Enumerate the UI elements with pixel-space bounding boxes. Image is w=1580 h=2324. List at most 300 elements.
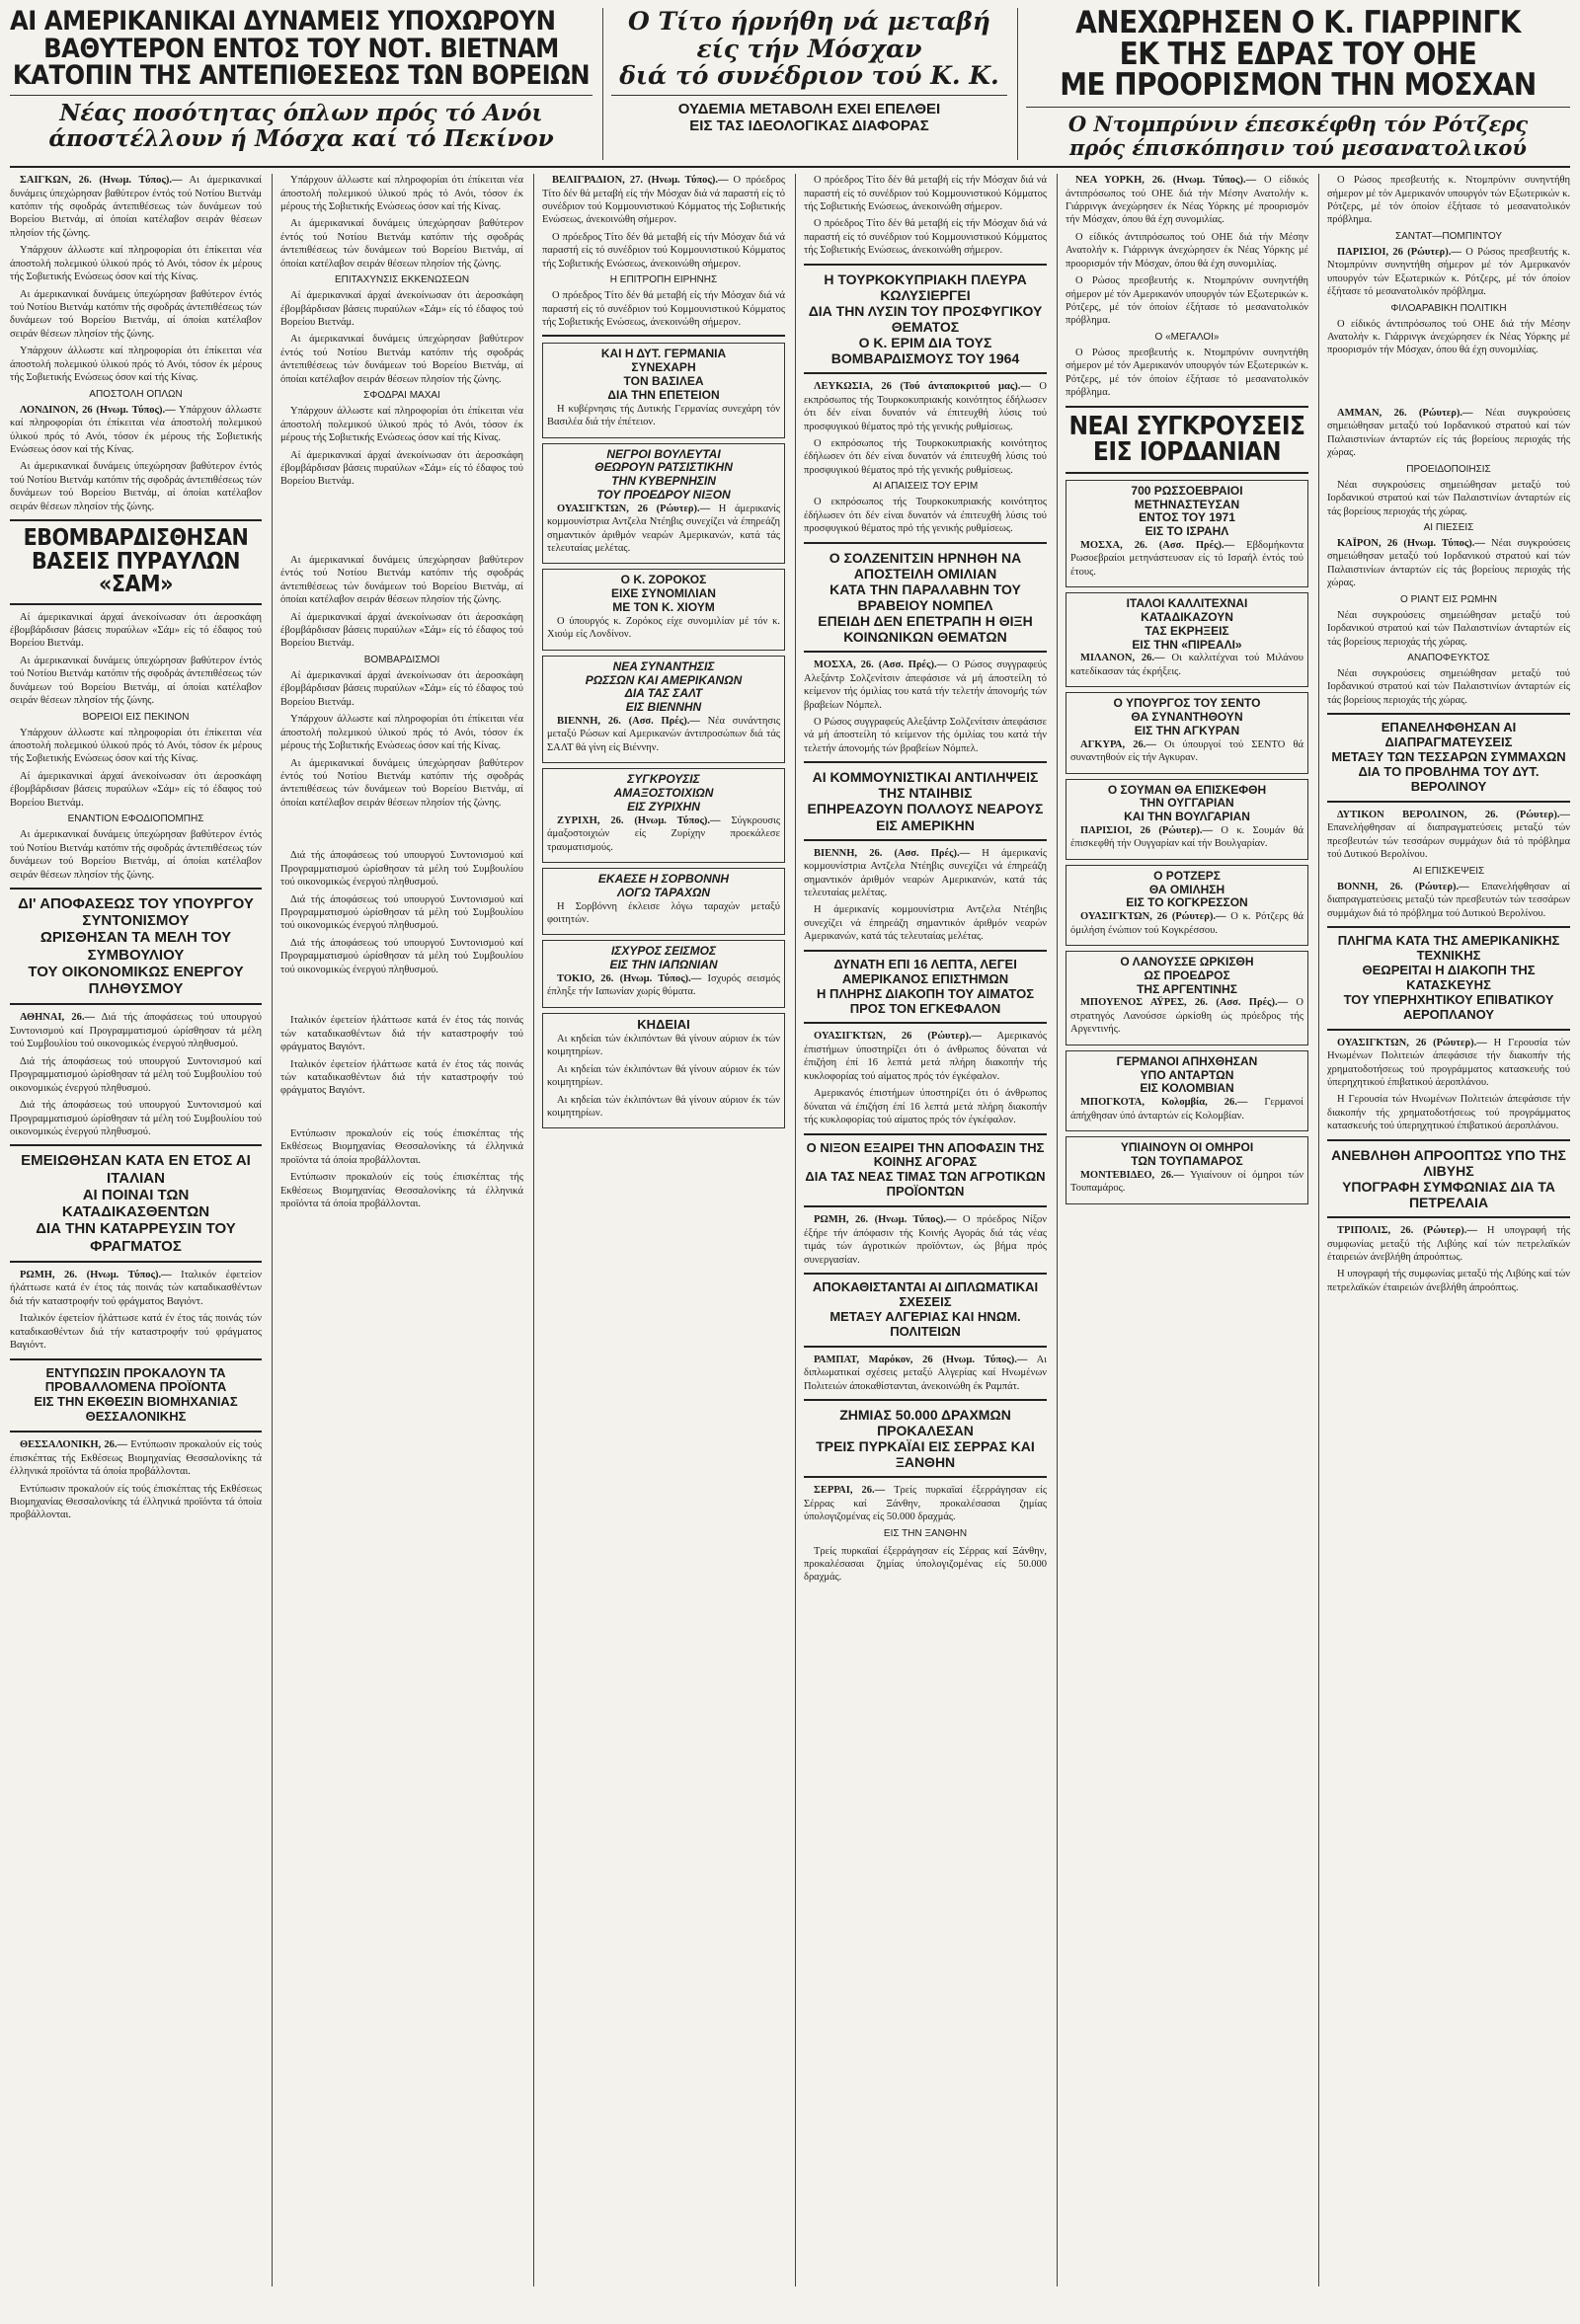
article-body — [1066, 174, 1308, 328]
brief-headline — [547, 873, 780, 900]
subhead-line: Ο Ντομπρύνιν έπεσκέφθη τόν Ρότζερς — [1067, 111, 1529, 136]
headline-line: ΜΕΤΗΝΑΣΤΕΥΣΑΝ — [1134, 497, 1240, 511]
article-text: Οι καλλιτέχναι τού Μιλάνου κατεδίκασαν τάς έκρήξεις. — [1070, 653, 1304, 677]
section-label: ΑΝΑΠΟΦΕΥΚΤΟΣ — [1407, 653, 1490, 664]
headline-line: ΕΙΣ ΒΙΕΝΝΗΝ — [625, 700, 702, 715]
headline-line: ΛΟΓΩ ΤΑΡΑΧΩΝ — [616, 885, 711, 899]
article-text: Υπάρχουν άλλωστε καί πληροφορίαι ότι έπίκειται νέα άποστολή πολεμικού ύλικού πρός τό Ανόι, τόσον έκ μέρους τής Σοβιετικής Ενώσεως όσον καί τής Κίνας. — [10, 404, 262, 455]
article-text: Αί άμερικανικαί άρχαί άνεκοίνωσαν ότι άεροσκάφη έβομβάρδισαν βάσεις πυραύλων «Σάμ» είς τό έδαφος τού Βορείου Βιετνάμ. — [280, 290, 523, 329]
section-label: Ο ΡΙΑΝΤ ΕΙΣ ΡΩΜΗΝ — [1400, 593, 1497, 605]
dateline: ΑΜΜΑΝ, 26. (Ρώυτερ).— — [1337, 407, 1473, 419]
headline-line: Ο ΡΟΤΖΕΡΣ — [1153, 868, 1221, 883]
article-text: Σύγκρουσις άμαξοστοιχιών είς Ζυρίχην προεκάλεσε τραυματισμούς. — [547, 814, 781, 853]
article-text: Ο ύπουργός κ. Ζορόκος είχε συνομιλίαν μέ τόν κ. Χιούμ είς Λονδίνον. — [547, 615, 780, 641]
article-text: Ο είδικός άντιπρόσωπος τού ΟΗΕ διά τήν Μέσην Ανατολήν κ. Γιάρρινγκ άνεχώρησεν έκ Νέας Υόρκης μέ προορισμόν τήν Μόσχαν, όπου θά έχη συνομιλίας. — [1066, 231, 1308, 270]
article-body — [10, 611, 262, 708]
article-text: Ιταλικόν έφετείον ήλάττωσε κατά έν έτος τάς ποινάς τών καταδικασθέντων διά τήν καταστροφήν τού φράγματος Βαγιόντ. — [10, 1313, 262, 1352]
headline-line: ΝΕΑ ΣΥΝΑΝΤΗΣΙΣ — [612, 658, 715, 673]
headline-line: ΘΕΩΡΕΙΤΑΙ Η ΔΙΑΚΟΠΗ ΤΗΣ ΚΑΤΑΣΚΕΥΗΣ — [1362, 962, 1536, 992]
dateline: ΑΘΗΝΑΙ, 26.— — [20, 1012, 95, 1024]
headline-line: ΤΟΝ ΒΑΣΙΛΕΑ — [623, 374, 704, 389]
article-text: Υπάρχουν άλλωστε καί πληροφορίαι ότι έπίκειται νέα άποστολή πολεμικού ύλικού πρός τό Ανόι, τόσον έκ μέρους τής Σοβιετικής Ενώσεως όσον καί τής Κίνας. — [280, 175, 523, 212]
article-body — [1327, 479, 1570, 518]
dateline: ΟΥΑΣΙΓΚΤΩΝ, 26 (Ρώυτερ).— — [1337, 1037, 1487, 1048]
dateline: ΒΕΛΙΓΡΑΔΙΟΝ, 27. (Ηνωμ. Τύπος).— — [552, 175, 729, 187]
article-text: Νέαι συγκρούσεις σημειώθησαν μεταξύ τού Ιορδανικού στρατού καί τών Παλαιστινίων άνταρτών είς τάς βορείους περιοχάς τής χώρας. — [1327, 609, 1570, 648]
article-body — [1327, 667, 1570, 707]
headline-line: ΓΕΡΜΑΝΟΙ ΑΠΗΧΘΗΣΑΝ — [1116, 1053, 1258, 1068]
dateline: ΜΠΟΥΕΝΟΣ ΑΫΡΕΣ, 26. (Ασσ. Πρές).— — [1080, 997, 1289, 1009]
dateline: ΔΥΤΙΚΟΝ ΒΕΡΟΛΙΝΟΝ, 26. (Ρώυτερ).— — [1337, 810, 1570, 821]
headline-line: ΘΑ ΟΜΙΛΗΣΗ — [1148, 882, 1225, 896]
article-text: Διά τής άποφάσεως τού υπουργού Συντονισμού καί Προγραμματισμού ώρίσθησαν τά μέλη τού Συμβουλίου τού οικονομικώς ένεργού πληθυσμού. — [10, 1100, 262, 1137]
headline-line: ΕΝΤΟΣ ΤΟΥ 1971 — [1139, 510, 1235, 525]
article-body — [280, 174, 523, 271]
headline-line: ΕΙΣ ΤΗΝ ΕΚΘΕΣΙΝ ΒΙΟΜΗΧΑΝΙΑΣ ΘΕΣΣΑΛΟΝΙΚΗΣ — [34, 1394, 238, 1425]
article-body — [804, 1484, 1047, 1584]
article-body — [804, 658, 1047, 755]
section-label: ΕΠΙΤΑΧΥΝΣΙΣ ΕΚΚΕΝΩΣΕΩΝ — [334, 274, 470, 286]
article-text: Ιταλικόν έφετείον ήλάττωσε κατά έν έτος τάς ποινάς τών καταδικασθέντων διά τήν καταστροφήν τού φράγματος Βαγιόντ. — [280, 1015, 523, 1053]
headline-line: ΕΠΕΙΔΗ ΔΕΝ ΕΠΕΤΡΑΠΗ Η ΘΙΞΗ ΚΟΙΝΩΝΙΚΩΝ ΘΕΜΑΤΩΝ — [818, 613, 1033, 646]
article-body — [804, 1213, 1047, 1267]
article-body — [804, 1030, 1047, 1126]
headline-line: ΜΕΤΑΞΥ ΤΩΝ ΤΕΣΣΑΡΩΝ ΣΥΜΜΑΧΩΝ — [1331, 749, 1566, 765]
headline-line: Ο ΣΟΛΖΕΝΙΤΣΙΝ ΗΡΝΗΘΗ ΝΑ ΑΠΟΣΤΕΙΛΗ ΟΜΙΛΙΑΝ — [829, 549, 1022, 581]
headline-line: είς τήν Μόσχαν — [696, 34, 922, 63]
article-text: Αι άμερικανικαί δυνάμεις ύπεχώρησαν βαθύτερον έντός τού Νοτίου Βιετνάμ κατόπιν τής σφοδράς άντεπιθέσεως τών δυνάμεων τού Βορείου Βιετνάμ, αί όποίαι κατέλαβον σειράν θέσεων πλησίον τής ζώνης. — [10, 655, 262, 707]
article-text: Αμερικανός έπιστήμων ύποστηρίζει ότι ό άνθρωπος δύναται νά έπιζήση έπί 16 λεπτά μετά πλήρη διακοπήν τής κυκλοφορίας τού αίματος πρός τόν έγκέφαλον. — [804, 1031, 1047, 1082]
section-label: ΠΡΟΕΙΔΟΠΟΙΗΣΙΣ — [1406, 463, 1491, 475]
brief-box — [542, 343, 785, 437]
article-body — [1327, 1224, 1570, 1294]
article-text: Νέαι συγκρούσεις σημειώθησαν μεταξύ τού Ιορδανικού στρατού καί τών Παλαιστινίων άνταρτών είς τάς βορείους περιοχάς τής χώρας. — [1327, 668, 1570, 706]
dateline: ΒΟΝΝΗ, 26. (Ρώυτερ).— — [1337, 881, 1469, 892]
headline-line: διά τό συνέδριον τού Κ. Κ. — [619, 61, 999, 90]
article-text: Εντύπωσιν προκαλούν είς τούς έπισκέπτας τής Εκθέσεως Βιομηχανίας Θεσσαλονίκης τά έλληνικά προϊόντα τά όποία προβάλλονται. — [280, 1172, 523, 1210]
headline-line: ΘΕΩΡΟΥΝ ΡΑΤΣΙΣΤΙΚΗΝ — [594, 460, 733, 475]
article-text: Εντύπωσιν προκαλούν είς τούς έπισκέπτας τής Εκθέσεως Βιομηχανίας Θεσσαλονίκης τά έλληνικά προϊόντα τά όποία προβάλλονται. — [280, 1127, 523, 1166]
article-text: Γερμανοί άπήχθησαν ύπό άνταρτών είς Κολομβίαν. — [1070, 1097, 1304, 1122]
headline-line: ΜΕΤΑΞΥ ΑΛΓΕΡΙΑΣ ΚΑΙ ΗΝΩΜ. ΠΟΛΙΤΕΙΩΝ — [830, 1308, 1021, 1339]
section-label: ΒΟΜΒΑΡΔΙΣΜΟΙ — [363, 654, 440, 665]
article-text: Επανελήφθησαν αί διαπραγματεύσεις μεταξύ τών πρεσβευτών τών τεσσάρων συμμάχων διά τό πρόβλημα τού Δυτικού Βερολίνου. — [1327, 881, 1570, 919]
headline-line: Η ΤΟΥΡΚΟΚΥΠΡΙΑΚΗ ΠΛΕΥΡΑ ΚΩΛΥΣΙΕΡΓΕΙ — [824, 271, 1027, 303]
headline-line: ΑΙ ΚΟΜΜΟΥΝΙΣΤΙΚΑΙ ΑΝΤΙΛΗΨΕΙΣ ΤΗΣ ΝΤΑΙΗΒΙΣ — [812, 769, 1039, 802]
section-label: ΑΙ ΕΠΙΣΚΕΨΕΙΣ — [1412, 865, 1485, 877]
brief-headline — [1070, 956, 1304, 996]
brief-headline — [547, 348, 780, 402]
article-body — [804, 380, 1047, 477]
article-body — [547, 1033, 780, 1121]
headline-line: ΚΑΤΑ ΤΗΝ ΠΑΡΑΛΑΒΗΝ ΤΟΥ ΒΡΑΒΕΙΟΥ ΝΟΜΠΕΛ — [830, 581, 1021, 613]
davis-headline — [804, 769, 1047, 832]
dateline: ΒΙΕΝΝΗ, 26. (Ασσ. Πρές).— — [814, 847, 971, 859]
headline-line: ΕΚ ΤΗΣ ΕΔΡΑΣ ΤΟΥ ΟΗΕ — [1119, 36, 1477, 72]
brief-box — [1066, 592, 1308, 687]
headline-line: ΕΙΣ ΤΟ ΙΣΡΑΗΛ — [1145, 524, 1229, 539]
headline-line: ΚΑΤΑΔΙΚΑΖΟΥΝ — [1141, 610, 1233, 624]
headline-line: ΕΙΣ ΤΟ ΚΟΓΚΡΕΣΣΟΝ — [1126, 895, 1248, 910]
article-text: Ιταλικόν έφετείον ήλάττωσε κατά έν έτος τάς ποινάς τών καταδικασθέντων διά τήν καταστροφήν τού φράγματος Βαγιόντ. — [280, 1058, 523, 1097]
section-label: ΣΑΝΤΑΤ—ΠΟΜΠΙΝΤΟΥ — [1394, 230, 1503, 242]
article-text: Αμερικανός έπιστήμων ύποστηρίζει ότι ό άνθρωπος δύναται νά έπιζήση έπί 16 λεπτά μετά πλήρη διακοπήν τής κυκλοφορίας τού αίματος πρός τόν έγκέφαλον. — [804, 1088, 1047, 1126]
headline-line: Ο Τίτο ήρνήθη νά μεταβή — [628, 7, 990, 36]
article-text: Ο εκπρόσωπος τής Τουρκοκυπριακής κοινότητος έδήλωσεν ότι δέν είναι δυνατόν νά έπιτευχθή λύσις τού προσφυγικού θέματος πρό τής γενικής ρυθμίσεως. — [804, 381, 1047, 432]
headline-line: ΕΙΣ ΖΥΡΙΧΗΝ — [627, 799, 700, 813]
article-text: Ο πρόεδρος Τίτο δέν θά μεταβή είς τήν Μόσχαν διά νά παραστή είς τό συνέδριον τού Κομμουνιστικού Κόμματος τής Σοβιετικής Ενώσεως, άνεκοινώθη σήμερον. — [542, 290, 785, 329]
brief-headline — [1070, 485, 1304, 539]
front-headlines — [10, 5, 1570, 168]
article-body — [1327, 881, 1570, 920]
headline-line: ΕΜΕΙΩΘΗΣΑΝ ΚΑΤΑ ΕΝ ΕΤΟΣ ΑΙ ΙΤΑΛΙΑΝ — [21, 1152, 251, 1187]
article-body — [280, 1014, 523, 1098]
article-text: Η άμερικανίς κομμουνίστρια Αντζελα Ντέηβις συνεχίζει νά έπηρεάζη σημαντικόν άριθμόν νεαρών Αμερικανών, κατά τάς τελευταίας μελέτας. — [804, 847, 1047, 898]
headline-line: ΙΣΧΥΡΟΣ ΣΕΙΣΜΟΣ — [610, 944, 717, 959]
brief-box — [542, 868, 785, 935]
article-text: Υπάρχουν άλλωστε καί πληροφορίαι ότι έπίκειται νέα άποστολή πολεμικού ύλικού πρός τό Ανόι, τόσον έκ μέρους τής Σοβιετικής Ενώσεως όσον καί τής Κίνας. — [10, 245, 262, 283]
article-text: Αι διπλωματικαί σχέσεις μεταξύ Αλγερίας καί Ηνωμένων Πολιτειών άποκαθίστανται, άνεκοινώθη έκ Ραμπάτ. — [804, 1354, 1047, 1392]
headline-line: Ο ΣΟΥΜΑΝ ΘΑ ΕΠΙΣΚΕΦΘΗ — [1107, 782, 1267, 797]
article-text: Αι κηδείαι τών έκλιπόντων θά γίνουν αύριον έκ τών κοιμητηρίων. — [547, 1094, 780, 1120]
headline-line: ΔΥΝΑΤΗ ΕΠΙ 16 ΛΕΠΤΑ, ΛΕΓΕΙ ΑΜΕΡΙΚΑΝΟΣ ΕΠΙΣΤΗΜΩΝ — [833, 956, 1017, 986]
brief-box — [1066, 1050, 1308, 1131]
article-body — [1070, 1169, 1304, 1196]
dateline: ΒΙΕΝΝΗ, 26. (Ασσ. Πρές).— — [557, 715, 700, 727]
article-body — [1070, 1096, 1304, 1123]
brief-headline — [547, 773, 780, 813]
article-text: Ο κ. Ρότζερς θά όμιλήση ένώπιον τού Κογκρέσσου. — [1070, 911, 1304, 936]
article-text: Ο πρόεδρος Τίτο δέν θά μεταβή είς τήν Μόσχαν διά νά παραστή είς τό συνέδριον τού Κομμουνιστικού Κόμματος τής Σοβιετικής Ενώσεως, άνεκοινώθη σήμερον. — [542, 175, 785, 226]
article-text: Η υπογραφή τής συμφωνίας μεταξύ τής Λιβύης καί τών πετρελαϊκών έταιρειών άνεβλήθη άπροόπτως. — [1327, 1225, 1570, 1264]
article-text: Αι κηδείαι τών έκλιπόντων θά γίνουν αύριον έκ τών κοιμητηρίων. — [547, 1033, 780, 1058]
section-label: ΕΙΣ ΤΗΝ ΞΑΝΘΗΝ — [883, 1527, 968, 1539]
article-text: Ο Ρώσος πρεσβευτής κ. Ντομπρύνιν συνηντήθη σήμερον μέ τόν Αμερικανόν υπουργόν τών Εξωτερικών κ. Ρότζερς, μέ τόν όποίον έξήτασε τό μεσανατολικόν πρόβλημα. — [1327, 175, 1570, 226]
article-body — [547, 715, 780, 754]
subhead-line: άποστέλλουν ή Μόσχα καί τό Πεκίνον — [48, 125, 554, 153]
headline-line: ΩΣ ΠΡΟΕΔΡΟΣ — [1144, 968, 1230, 982]
section-label: ΣΦΟΔΡΑΙ ΜΑΧΑΙ — [363, 390, 440, 402]
headline-line: ΕΙΣ ΚΟΛΟΜΒΙΑΝ — [1140, 1081, 1234, 1096]
article-text: Εβδομήκοντα Ρωσοεβραίοι μετηνάστευσαν είς τό Ισραήλ έντός τού έτους. — [1070, 539, 1304, 578]
headline-line: 700 ΡΩΣΣΟΕΒΡΑΙΟΙ — [1131, 483, 1243, 498]
article-text: Ο είδικός άντιπρόσωπος τού ΟΗΕ διά τήν Μέσην Ανατολήν κ. Γιάρρινγκ άνεχώρησεν έκ Νέας Υόρκης μέ προορισμόν τήν Μόσχαν, όπου θά έχη συνομιλίας. — [1327, 318, 1570, 356]
berlin-headline — [1327, 721, 1570, 795]
brief-box — [1066, 480, 1308, 588]
surgeon-headline — [804, 958, 1047, 1017]
dateline: ΜΠΟΓΚΟΤΑ, Κολομβία, 26.— — [1080, 1097, 1248, 1109]
article-text: Αι άμερικανικαί δυνάμεις ύπεχώρησαν βαθύτερον έντός τού Νοτίου Βιετνάμ κατόπιν τής σφοδράς άντεπιθέσεως τών δυνάμεων τού Βορείου Βιετνάμ, αί όποίαι κατέλαβον σειράν θέσεων πλησίον τής ζώνης. — [10, 288, 262, 340]
headline-line: ΥΠΙΑΙΝΟΥΝ ΟΙ ΟΜΗΡΟΙ — [1120, 1140, 1254, 1155]
headline-line: ΑΠΟΚΑΘΙΣΤΑΝΤΑΙ ΑΙ ΔΙΠΛΩΜΑΤΙΚΑΙ ΣΧΕΣΕΙΣ — [812, 1279, 1039, 1309]
article-body — [542, 289, 785, 329]
headline-line: ΒΑΘΥΤΕΡΟΝ ΕΝΤΟΣ ΤΟΥ ΝΟΤ. ΒΙΕΤΝΑΜ — [43, 33, 559, 64]
article-text: Διά τής άποφάσεως τού υπουργού Συντονισμού καί Προγραμματισμού ώρίσθησαν τά μέλη τού Συμβουλίου τού οικονομικώς ένεργού πληθυσμού. — [10, 1055, 262, 1094]
headline-line: ΚΑΙ Η ΔΥΤ. ΓΕΡΜΑΝΙΑ — [600, 347, 727, 361]
jarring-headline — [1017, 5, 1570, 160]
article-text: Ο Ρώσος συγγραφεύς Αλεξάντρ Σολζενίτσιν άπεφάσισε νά μή άποστείλη τό κείμενον τής όμιλίας του κατά τήν τελετήν άπονομής τών βραβείων Νόμπελ. — [804, 716, 1047, 754]
article-text: Αι άμερικανικαί δυνάμεις ύπεχώρησαν βαθύτερον έντός τού Νοτίου Βιετνάμ κατόπιν τής σφοδράς άντεπιθέσεως τών δυνάμεων τού Βορείου Βιετνάμ, αί όποίαι κατέλαβον σειράν θέσεων πλησίον τής ζώνης. — [280, 218, 523, 270]
article-text: Διά τής άποφάσεως τού υπουργού Συντονισμού καί Προγραμματισμού ώρίσθησαν τά μέλη τού Συμβουλίου τού οικονομικώς ένεργού πληθυσμού. — [280, 937, 523, 975]
brief-headline — [1070, 870, 1304, 910]
brief-headline — [547, 945, 780, 972]
article-body — [10, 174, 262, 385]
article-body — [1066, 347, 1308, 400]
article-text: Ο Ρώσος πρεσβευτής κ. Ντομπρύνιν συνηντήθη σήμερον μέ τόν Αμερικανόν υπουργόν τών Εξωτερικών κ. Ρότζερς, μέ τόν όποίον έξήτασε τό μεσανατολικόν πρόβλημα. — [1066, 347, 1308, 399]
headline-line: ΣΥΝΕΧΑΡΗ — [631, 360, 696, 375]
headline-line: Ο ΥΠΟΥΡΓΟΣ ΤΟΥ ΣΕΝΤΟ — [1113, 696, 1261, 711]
brief-headline — [547, 574, 780, 614]
headline-line: ΙΤΑΛΟΙ ΚΑΛΛΙΤΕΧΝΑΙ — [1126, 596, 1248, 611]
headline-line: ΕΙΧΕ ΣΥΝΟΜΙΛΙΑΝ — [611, 586, 716, 601]
article-text: Υπάρχουν άλλωστε καί πληροφορίαι ότι έπίκειται νέα άποστολή πολεμικού ύλικού πρός τό Ανόι, τόσον έκ μέρους τής Σοβιετικής Ενώσεως όσον καί τής Κίνας. — [280, 714, 523, 752]
article-body — [1327, 809, 1570, 862]
article-body — [547, 403, 780, 429]
article-body — [1070, 996, 1304, 1036]
article-body — [547, 615, 780, 642]
headline-line: ΡΩΣΣΩΝ ΚΑΙ ΑΜΕΡΙΚΑΝΩΝ — [585, 672, 743, 687]
section-label: ΦΙΛΟΑΡΑΒΙΚΗ ΠΟΛΙΤΙΚΗ — [1390, 302, 1507, 314]
article-text: Ο κ. Σουμάν θά έπισκεφθή τήν Ουγγαρίαν καί τήν Βουλγαρίαν. — [1070, 824, 1304, 850]
article-text: Ιταλικόν έφετείον ήλάττωσε κατά έν έτος τάς ποινάς τών καταδικασθέντων διά τήν καταστροφήν τού φράγματος Βαγιόντ. — [10, 1269, 262, 1307]
article-body — [547, 900, 780, 927]
column-1 — [10, 174, 262, 2286]
headline-line: ΔΙΑ ΤΗΝ ΕΠΕΤΕΙΟΝ — [607, 387, 720, 402]
exhibit-headline — [10, 1366, 262, 1426]
article-text: Διά τής άποφάσεως τού υπουργού Συντονισμού καί Προγραμματισμού ώρίσθησαν τά μέλη τού Συμβουλίου τού οικονομικώς ένεργού πληθυσμού. — [10, 1012, 262, 1050]
headline-line: ΤΩΝ ΤΟΥΠΑΜΑΡΟΣ — [1131, 1153, 1243, 1168]
column-6 — [1318, 174, 1570, 2286]
section-label: ΒΟΡΕΙΟΙ ΕΙΣ ΠΕΚΙΝΟΝ — [82, 711, 190, 723]
article-text: Αι άμερικανικαί δυνάμεις ύπεχώρησαν βαθύτερον έντός τού Νοτίου Βιετνάμ κατόπιν τής σφοδράς άντεπιθέσεως τών δυνάμεων τού Βορείου Βιετνάμ, αί όποίαι κατέλαβον σειράν θέσεων πλησίον τής ζώνης. — [280, 554, 523, 606]
italian-headline — [10, 1152, 262, 1255]
article-body — [542, 174, 785, 271]
brief-box — [1066, 951, 1308, 1046]
headline-line: ΥΠΟΓΡΑΦΗ ΣΥΜΦΩΝΙΑΣ ΔΙΑ ΤΑ ΠΕΤΡΕΛΑΙΑ — [1342, 1178, 1555, 1211]
article-text: Η Γερουσία τών Ηνωμένων Πολιτειών άπεφάσισε τήν διακοπήν τής χρηματοδοτήσεως τού προγράμματος κατασκευής τού ύπερηχητικού έπιβατικού άεροπλάνου. — [1327, 1037, 1570, 1089]
article-body — [280, 405, 523, 489]
dateline: ΛΟΝΔΙΝΟΝ, 26 (Ηνωμ. Τύπος).— — [20, 404, 176, 416]
headline-line: ΔΙ' ΑΠΟΦΑΣΕΩΣ ΤΟΥ ΥΠΟΥΡΓΟΥ ΣΥΝΤΟΝΙΣΜΟΥ — [18, 894, 254, 930]
headline-line: ΑΝΕΒΛΗΘΗ ΑΠΡΟΟΠΤΩΣ ΥΠΟ ΤΗΣ ΛΙΒΥΗΣ — [1331, 1146, 1566, 1179]
headline-line: Ο Κ. ΖΟΡΟΚΟΣ — [620, 573, 707, 587]
nixon-headline — [804, 1141, 1047, 1201]
article-text: Αί άμερικανικαί άρχαί άνεκοίνωσαν ότι άεροσκάφη έβομβάρδισαν βάσεις πυραύλων «Σάμ» είς τό έδαφος τού Βορείου Βιετνάμ. — [10, 770, 262, 809]
headline-line: ΜΕ ΠΡΟΟΡΙΣΜΟΝ ΤΗΝ ΜΟΣΧΑΝ — [1060, 67, 1537, 104]
headline-line: Ο ΝΙΞΟΝ ΕΞΑΙΡΕΙ ΤΗΝ ΑΠΟΦΑΣΙΝ ΤΗΣ ΚΟΙΝΗΣ ΑΓΟΡΑΣ — [806, 1139, 1045, 1170]
dateline: ΠΑΡΙΣΙΟΙ, 26 (Ρώυτερ).— — [1080, 824, 1213, 836]
sst-headline — [1327, 934, 1570, 1023]
article-text: Η κυβέρνησις τής Δυτικής Γερμανίας συνεχάρη τόν Βασιλέα διά τήν έπέτειον. — [547, 403, 780, 428]
section-label: ΑΙ ΠΙΕΣΕΙΣ — [1423, 521, 1474, 533]
article-body — [280, 1127, 523, 1211]
article-body — [280, 669, 523, 810]
headline-line: ΠΛΗΓΜΑ ΚΑΤΑ ΤΗΣ ΑΜΕΡΙΚΑΝΙΚΗΣ ΤΕΧΝΙΚΗΣ — [1337, 933, 1560, 964]
dateline: ΝΕΑ ΥΟΡΚΗ, 26. (Ηνωμ. Τύπος).— — [1075, 175, 1257, 187]
column-3 — [533, 174, 785, 2286]
article-text: Ο πρόεδρος Τίτο δέν θά μεταβή είς τήν Μόσχαν διά νά παραστή είς τό συνέδριον τού Κομμουνιστικού Κόμματος τής Σοβιετικής Ενώσεως, άνεκοινώθη σήμερον. — [804, 175, 1047, 212]
headline-line: ΔΙΑ ΤΑΣ ΝΕΑΣ ΤΙΜΑΣ ΤΩΝ ΑΓΡΟΤΙΚΩΝ ΠΡΟΪΟΝΤΩΝ — [805, 1169, 1046, 1200]
headline-line: ΕΠΗΡΕΑΖΟΥΝ ΠΟΛΛΟΥΣ ΝΕΑΡΟΥΣ ΕΙΣ ΑΜΕΡΙΚΗΝ — [807, 801, 1044, 833]
article-body — [1327, 246, 1570, 299]
dateline: ΡΩΜΗ, 26. (Ηνωμ. Τύπος).— — [814, 1214, 957, 1226]
article-text: Αί άμερικανικαί άρχαί άνεκοίνωσαν ότι άεροσκάφη έβομβάρδισαν βάσεις πυραύλων «Σάμ» είς τό έδαφος τού Βορείου Βιετνάμ. — [280, 611, 523, 650]
article-body — [1327, 1037, 1570, 1133]
headline-line: Η ΠΛΗΡΗΣ ΔΙΑΚΟΠΗ ΤΟΥ ΑΙΜΑΤΟΣ ΠΡΟΣ ΤΟΝ ΕΓΚΕΦΑΛΟΝ — [816, 985, 1035, 1016]
brief-box — [542, 443, 785, 565]
article-text: Νέαι συγκρούσεις σημειώθησαν μεταξύ τού Ιορδανικού στρατού καί τών Παλαιστινίων άνταρτών είς τάς βορείους περιοχάς τής χώρας. — [1327, 537, 1570, 589]
article-body — [1327, 537, 1570, 590]
subhead-line: Νέας ποσότητας όπλων πρός τό Ανόι — [59, 99, 543, 126]
section-label: ΕΝΑΝΤΙΟΝ ΕΦΟΔΙΟΠΟΜΠΗΣ — [67, 813, 204, 825]
dateline: ΟΥΑΣΙΓΚΤΩΝ, 26 (Ρώυτερ).— — [1080, 911, 1226, 923]
dateline: ΡΩΜΗ, 26. (Ηνωμ. Τύπος).— — [20, 1269, 172, 1280]
article-text: Νέαι συγκρούσεις σημειώθησαν μεταξύ τού Ιορδανικού στρατού καί τών Παλαιστινίων άνταρτών είς τάς βορείους περιοχάς τής χώρας. — [1327, 407, 1570, 459]
article-body — [10, 1269, 262, 1353]
dateline: ΛΕΥΚΩΣΙΑ, 26 (Τού άνταποκριτού μας).— — [814, 381, 1031, 393]
headline-line: ΩΡΙΣΘΗΣΑΝ ΤΑ ΜΕΛΗ ΤΟΥ ΣΥΜΒΟΥΛΙΟΥ — [40, 929, 232, 964]
article-text: Τρείς πυρκαϊαί έξερράγησαν είς Σέρρας καί Ξάνθην, προκαλέσασαι ζημίας ύπολογιζομένας είς 50.000 δραχμάς. — [804, 1485, 1047, 1523]
brief-box — [542, 656, 785, 764]
headline-line: ΤΗΝ ΚΥΒΕΡΝΗΣΙΝ — [611, 474, 716, 489]
headline-line: ΑΙ ΑΜΕΡΙΚΑΝΙΚΑΙ ΔΥΝΑΜΕΙΣ ΥΠΟΧΩΡΟΥΝ — [10, 6, 556, 37]
headline-line: ΤΟΥ ΟΙΚΟΝΟΜΙΚΩΣ ΕΝΕΡΓΟΥ ΠΛΗΘΥΣΜΟΥ — [28, 963, 244, 998]
headline-line: ΔΙΑ ΤΗΝ ΛΥΣΙΝ ΤΟΥ ΠΡΟΣΦΥΓΙΚΟΥ ΘΕΜΑΤΟΣ — [808, 302, 1043, 336]
fires-headline — [804, 1407, 1047, 1470]
subhead-line: πρός έπισκόπησιν τού μεσανατολικού — [1068, 134, 1527, 160]
headline-line: ΥΠΟ ΑΝΤΑΡΤΩΝ — [1140, 1067, 1234, 1082]
headline-line: ΕΠΑΝΕΛΗΦΘΗΣΑΝ ΑΙ ΔΙΑΠΡΑΓΜΑΤΕΥΣΕΙΣ — [1381, 720, 1517, 750]
article-body — [547, 814, 780, 854]
article-text: Ο πρόεδρος Τίτο δέν θά μεταβή είς τήν Μόσχαν διά νά παραστή είς τό συνέδριον τού Κομμουνιστικού Κόμματος τής Σοβιετικής Ενώσεως, άνεκοινώθη σήμερον. — [804, 218, 1047, 257]
article-text: Ο εκπρόσωπος τής Τουρκοκυπριακής κοινότητος έδήλωσεν ότι δέν είναι δυνατόν νά έπιτευχθή λύσις τού προσφυγικού θέματος πρό τής γενικής ρυθμίσεως. — [804, 438, 1047, 476]
article-body — [804, 847, 1047, 944]
headline-line: ΕΙΣ ΤΗΝ ΑΓΚΥΡΑΝ — [1134, 723, 1240, 737]
article-text: Επανελήφθησαν αί διαπραγματεύσεις μεταξύ τών πρεσβευτών τών τεσσάρων συμμάχων διά τό πρόβλημα τού Δυτικού Βερολίνου. — [1327, 822, 1570, 861]
article-text: Υπάρχουν άλλωστε καί πληροφορίαι ότι έπίκειται νέα άποστολή πολεμικού ύλικού πρός τό Ανόι, τόσον έκ μέρους τής Σοβιετικής Ενώσεως όσον καί τής Κίνας. — [10, 727, 262, 765]
article-text: Ο Ρώσος πρεσβευτής κ. Ντομπρύνιν συνηντήθη σήμερον μέ τόν Αμερικανόν υπουργόν τών Εξωτερικών κ. Ρότζερς, μέ τόν όποίον έξήτασε τό μεσανατολικόν πρόβλημα. — [1327, 246, 1570, 298]
article-body — [1327, 174, 1570, 227]
brief-headline — [547, 660, 780, 715]
column-5 — [1057, 174, 1308, 2286]
article-text: Ο στρατηγός Λανούσσε ώρκίσθη ώς πρόεδρος τής Αργεντινής. — [1070, 997, 1304, 1036]
brief-headline — [1070, 1141, 1304, 1169]
brief-box — [542, 768, 785, 863]
article-text: Εντύπωσιν προκαλούν είς τούς έπισκέπτας τής Εκθέσεως Βιομηχανίας Θεσσαλονίκης τά έλληνικά προϊόντα τά όποία προβάλλονται. — [10, 1483, 262, 1521]
article-body — [10, 727, 262, 811]
headline-line: ΔΙΑ ΤΑΣ ΣΑΛΤ — [624, 686, 703, 701]
brief-box — [542, 1013, 785, 1129]
dateline: ΣΑΙΓΚΩΝ, 26. (Ηνωμ. Τύπος).— — [20, 175, 183, 187]
article-body — [1070, 652, 1304, 678]
article-text: Τρείς πυρκαϊαί έξερράγησαν είς Σέρρας καί Ξάνθην, προκαλέσασαι ζημίας ύπολογιζομένας είς 50.000 δραχμάς. — [804, 1545, 1047, 1584]
article-body — [1327, 407, 1570, 460]
headline-line: ΤΑΣ ΕΚΡΗΞΕΙΣ — [1145, 623, 1229, 638]
headline-line: Ο Κ. ΕΡΙΜ ΔΙΑ ΤΟΥΣ ΒΟΜΒΑΡΔΙΣΜΟΥΣ ΤΟΥ 1964 — [830, 335, 1020, 367]
headline-line: ΚΑΙ ΤΗΝ ΒΟΥΛΓΑΡΙΑΝ — [1124, 810, 1250, 824]
subhead-line: ΟΥΔΕΜΙΑ ΜΕΤΑΒΟΛΗ ΕΧΕΙ ΕΠΕΛΘΕΙ — [677, 100, 941, 117]
brief-box — [542, 569, 785, 650]
newspaper-page — [10, 5, 1570, 2308]
headline-line: ΖΗΜΙΑΣ 50.000 ΔΡΑΧΜΩΝ ΠΡΟΚΑΛΕΣΑΝ — [839, 1407, 1011, 1439]
article-text: Αί άμερικανικαί άρχαί άνεκοίνωσαν ότι άεροσκάφη έβομβάρδισαν βάσεις πυραύλων «Σάμ» είς τό έδαφος τού Βορείου Βιετνάμ. — [280, 669, 523, 708]
dateline: ΘΕΣΣΑΛΟΝΙΚΗ, 26.— — [20, 1439, 128, 1451]
economic-headline — [10, 895, 262, 998]
dateline: ΖΥΡΙΧΗ, 26. (Ηνωμ. Τύπος).— — [557, 814, 721, 826]
article-text: Εντύπωσιν προκαλούν είς τούς έπισκέπτας τής Εκθέσεως Βιομηχανίας Θεσσαλονίκης τά έλληνικά προϊόντα τά όποία προβάλλονται. — [10, 1439, 263, 1478]
solzhenitsyn-headline — [804, 550, 1047, 646]
dateline: ΟΥΑΣΙΓΚΤΩΝ, 26 (Ρώυτερ).— — [557, 503, 711, 514]
brief-box — [1066, 1136, 1308, 1203]
dateline: ΜΟΝΤΕΒΙΔΕΟ, 26.— — [1080, 1169, 1185, 1181]
article-text: Νέα συνάντησις μεταξύ Ρώσων καί Αμερικανών άντιπροσώπων διά τάς ΣΑΛΤ θά γίνη είς Βιέννην. — [547, 715, 780, 753]
article-text: Ο Ρώσος συγγραφεύς Αλεξάντρ Σολζενίτσιν άπεφάσισε νά μή άποστείλη τό κείμενον τής όμιλίας του κατά τήν τελετήν άπονομής τών βραβείων Νόμπελ. — [804, 659, 1048, 711]
article-text: Ο πρόεδρος Νίξον έξήρε τήν άπόφασιν τής Κοινής Αγοράς διά τάς νέας τιμάς τών άγροτικών προϊόντων, ώς βήμα πρός συνεργασίαν. — [804, 1214, 1048, 1266]
headline-line: ΘΑ ΣΥΝΑΝΤΗΘΟΥΝ — [1131, 710, 1243, 725]
headline-line: ΤΗΣ ΑΡΓΕΝΤΙΝΗΣ — [1137, 981, 1237, 996]
article-body — [1070, 910, 1304, 937]
headline-line: ΣΥΓΚΡΟΥΣΙΣ — [627, 772, 700, 787]
headline-line: ΤΟΥ ΠΡΟΕΔΡΟΥ ΝΙΞΟΝ — [596, 487, 731, 502]
article-body — [1327, 609, 1570, 649]
dateline: ΟΥΑΣΙΓΚΤΩΝ, 26 (Ρώυτερ).— — [814, 1031, 983, 1043]
article-body — [10, 1011, 262, 1138]
article-text: Οι ύπουργοί τού ΣΕΝΤΟ θά συναντηθούν είς τήν Αγκυραν. — [1070, 738, 1304, 764]
article-text: Διά τής άποφάσεως τού υπουργού Συντονισμού καί Προγραμματισμού ώρίσθησαν τά μέλη τού Συμβουλίου τού οικονομικώς ένεργού πληθυσμού. — [280, 893, 523, 932]
article-text: Υπάρχουν άλλωστε καί πληροφορίαι ότι έπίκειται νέα άποστολή πολεμικού ύλικού πρός τό Ανόι, τόσον έκ μέρους τής Σοβιετικής Ενώσεως όσον καί τής Κίνας. — [280, 406, 523, 444]
column-2 — [272, 174, 523, 2286]
article-text: Ο πρόεδρος Τίτο δέν θά μεταβή είς τήν Μόσχαν διά νά παραστή είς τό συνέδριον τού Κομμουνιστικού Κόμματος τής Σοβιετικής Ενώσεως, άνεκοινώθη σήμερον. — [542, 231, 785, 270]
headline-line: ΤΟΥ ΥΠΕΡΗΧΗΤΙΚΟΥ ΕΠΙΒΑΤΙΚΟΥ ΑΕΡΟΠΛΑΝΟΥ — [1343, 991, 1554, 1022]
turkish-headline — [804, 271, 1047, 367]
brief-box — [542, 940, 785, 1007]
headline-line: ΕΝΤΥΠΩΣΙΝ ΠΡΟΚΑΛΟΥΝ ΤΑ ΠΡΟΒΑΛΛΟΜΕΝΑ ΠΡΟΪΟΝΤΑ — [44, 1364, 227, 1395]
article-body — [10, 404, 262, 514]
brief-box — [1066, 779, 1308, 860]
brief-headline — [1070, 597, 1304, 652]
headline-line: ΕΙΣ ΤΗΝ ΙΑΠΩΝΙΑΝ — [609, 958, 718, 972]
section-label: ΑΠΟΣΤΟΛΗ ΟΠΛΩΝ — [89, 388, 183, 400]
article-text: Αί άμερικανικαί άρχαί άνεκοίνωσαν ότι άεροσκάφη έβομβάρδισαν βάσεις πυραύλων «Σάμ» είς τό έδαφος τού Βορείου Βιετνάμ. — [280, 449, 523, 488]
article-text: Αι άμερικανικαί δυνάμεις ύπεχώρησαν βαθύτερον έντός τού Νοτίου Βιετνάμ κατόπιν τής σφοδράς άντεπιθέσεως τών δυνάμεων τού Βορείου Βιετνάμ, αί όποίαι κατέλαβον σειράν θέσεων πλησίον τής ζώνης. — [10, 461, 262, 512]
libya-headline — [1327, 1147, 1570, 1210]
section-label: Η ΕΠΙΤΡΟΠΗ ΕΙΡΗΝΗΣ — [609, 274, 718, 286]
brief-headline — [1070, 784, 1304, 824]
article-body — [280, 849, 523, 976]
article-body — [1070, 824, 1304, 851]
tito-headline — [602, 8, 1007, 160]
article-body — [1070, 738, 1304, 765]
article-text: Υπάρχουν άλλωστε καί πληροφορίαι ότι έπίκειται νέα άποστολή πολεμικού ύλικού πρός τό Ανόι, τόσον έκ μέρους τής Σοβιετικής Ενώσεως όσον καί τής Κίνας. — [10, 346, 262, 384]
article-body — [804, 174, 1047, 258]
headline-line: ΑΙ ΠΟΙΝΑΙ ΤΩΝ ΚΑΤΑΔΙΚΑΣΘΕΝΤΩΝ — [61, 1186, 210, 1221]
article-body — [547, 503, 780, 556]
columns — [10, 174, 1570, 2286]
brief-box — [1066, 865, 1308, 946]
article-body — [10, 828, 262, 882]
article-text: Η άμερικανίς κομμουνίστρια Αντζελα Ντέηβις συνεχίζει νά έπηρεάζη σημαντικόν άριθμόν νεαρών Αμερικανών, κατά τάς τελευταίας μελέτας. — [804, 904, 1047, 943]
article-text: Υγιαίνουν οί όμηροι τών Τουπαμάρος. — [1070, 1169, 1304, 1195]
dateline: ΚΑΪΡΟΝ, 26 (Ηνωμ. Τύπος).— — [1337, 537, 1485, 549]
article-body — [804, 1354, 1047, 1393]
headline-line: ΤΡΕΙΣ ΠΥΡΚΑΪΑΙ ΕΙΣ ΣΕΡΡΑΣ ΚΑΙ ΞΑΝΘΗΝ — [816, 1438, 1035, 1471]
headline-line: ΕΙΣ ΤΗΝ «ΠΙΡΕΑΛΙ» — [1132, 637, 1242, 652]
sam-headline: ΕΒΟΜΒΑΡΔΙΣΘΗΣΑΝ ΒΑΣΕΙΣ ΠΥΡΑΥΛΩΝ «ΣΑΜ» — [23, 525, 249, 598]
dateline: ΑΓΚΥΡΑ, 26.— — [1080, 738, 1156, 750]
jordan-headline: ΝΕΑΙ ΣΥΓΚΡΟΥΣΕΙΣ ΕΙΣ ΙΟΡΔΑΝΙΑΝ — [1068, 411, 1305, 468]
headline-line: ΑΜΑΞΟΣΤΟΙΧΙΩΝ — [613, 786, 714, 801]
article-text: Αι άμερικανικαί δυνάμεις ύπεχώρησαν βαθύτερον έντός τού Νοτίου Βιετνάμ κατόπιν τής σφοδράς άντεπιθέσεως τών δυνάμεων τού Βορείου Βιετνάμ, αί όποίαι κατέλαβον σειράν θέσεων πλησίον τής ζώνης. — [10, 829, 262, 881]
